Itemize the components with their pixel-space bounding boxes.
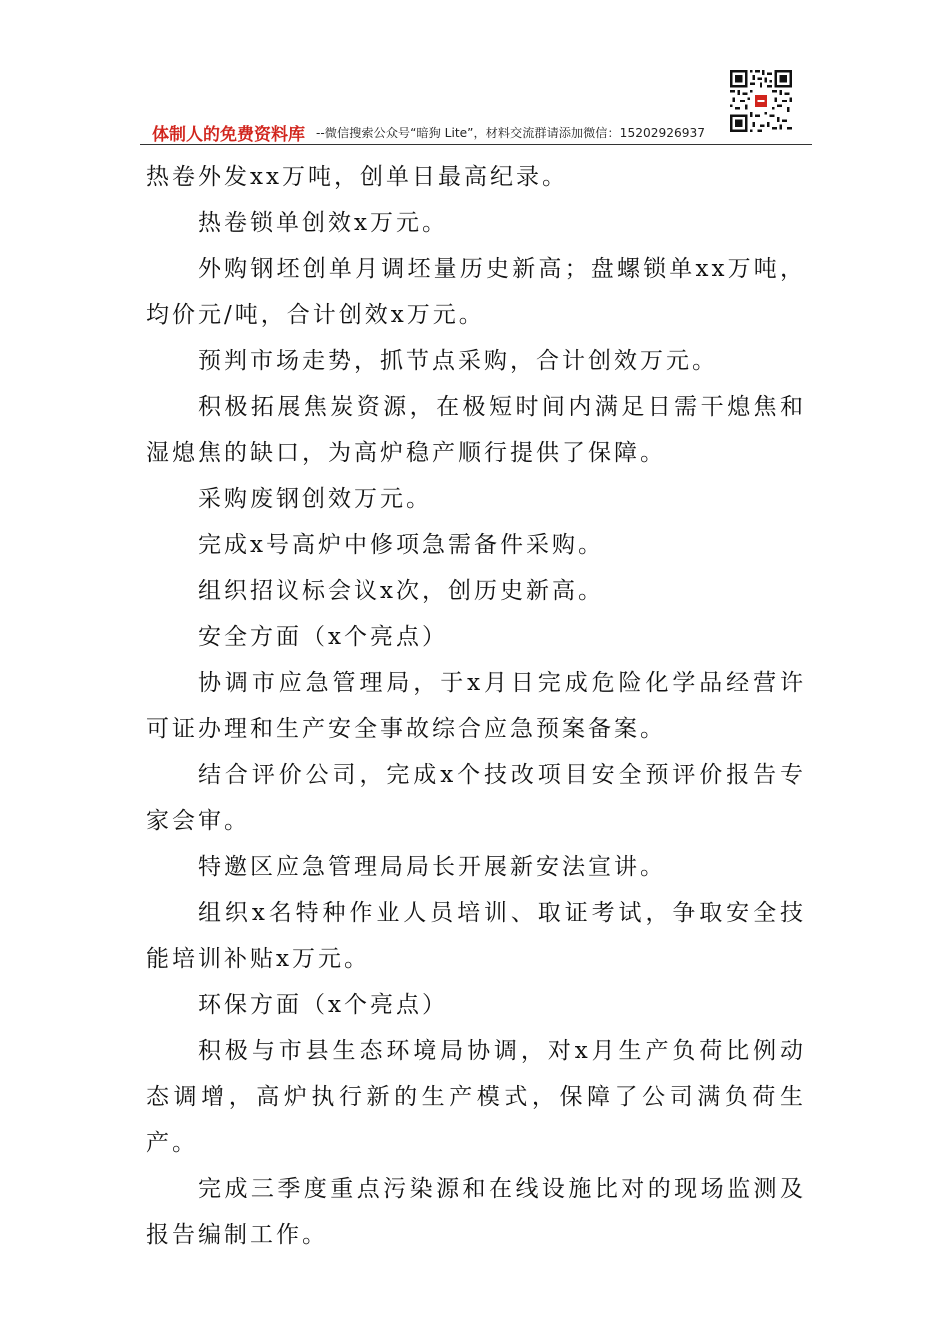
paragraph: 热卷锁单创效x万元。 [198, 210, 448, 236]
paragraph: 协调市应急管理局，于x月日完成危险化学品经营许可证办理和生产安全事故综合应急预案备案。 [146, 670, 806, 742]
qr-code-icon [730, 70, 792, 132]
paragraph: 完成三季度重点污染源和在线设施比对的现场监测及报告编制工作。 [146, 1176, 806, 1248]
paragraph: 积极与市县生态环境局协调，对x月生产负荷比例动态调增，高炉执行新的生产模式，保障了公司满负荷生产。 [146, 1038, 806, 1156]
paragraph: 结合评价公司，完成x个技改项目安全预评价报告专家会审。 [146, 762, 806, 834]
paragraph: 预判市场走势，抓节点采购，合计创效万元。 [198, 348, 718, 374]
paragraph: 组织招议标会议x次，创历史新高。 [198, 578, 604, 604]
paragraph: 热卷外发xx万吨，创单日最高纪录。 [146, 164, 568, 190]
paragraph: 采购废钢创效万元。 [198, 486, 432, 512]
paragraph: 积极拓展焦炭资源，在极短时间内满足日需干熄焦和湿熄焦的缺口，为高炉稳产顺行提供了保障。 [146, 394, 806, 466]
paragraph: 完成x号高炉中修项急需备件采购。 [198, 532, 604, 558]
section-heading-environment: 环保方面（x个亮点） [198, 992, 448, 1018]
header-brand: 体制人的免费资料库 [152, 125, 305, 145]
document-body [146, 154, 806, 1258]
paragraph: 外购钢坯创单月调坯量历史新高；盘螺锁单xx万吨，均价元/吨，合计创效x万元。 [146, 256, 806, 328]
header-divider [140, 144, 812, 145]
paragraph: 特邀区应急管理局局长开展新安法宣讲。 [198, 854, 666, 880]
section-heading-safety: 安全方面（x个亮点） [198, 624, 448, 650]
paragraph: 组织x名特种作业人员培训、取证考试，争取安全技能培训补贴x万元。 [146, 900, 806, 972]
page-header [140, 70, 812, 146]
header-note: --微信搜索公众号“暗狗 Lite”，材料交流群请添加微信：15202926937 [316, 126, 705, 140]
